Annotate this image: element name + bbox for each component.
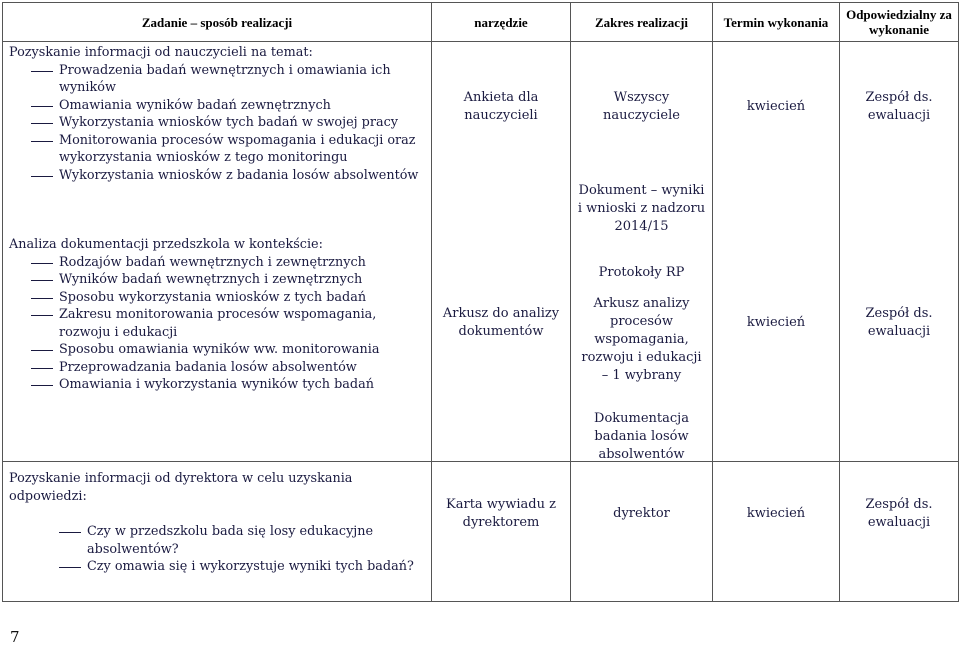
list-item: Zakresu monitorowania procesów wspomagania, rozwoju i edukacji xyxy=(9,306,425,341)
scope-cell xyxy=(571,462,713,602)
list-item: Wykorzystania wniosków z badania losów absolwentów xyxy=(9,167,425,185)
tool-text: Arkusz do analizy dokumentów xyxy=(442,306,560,339)
list-item: Czy w przedszkolu bada się losy edukacyjne absolwentów? xyxy=(9,523,425,558)
list-item: Sposobu omawiania wyników ww. monitorowania xyxy=(9,341,425,359)
task-item-list xyxy=(9,254,425,394)
list-item: Rodzajów badań wewnętrznych i zewnętrznych xyxy=(9,254,425,272)
header-scope: Zakres realizacji xyxy=(571,3,713,42)
header-responsible: Odpowiedzialny za wykonanie xyxy=(840,3,959,42)
header-tool: narzędzie xyxy=(432,3,571,42)
list-item: Prowadzenia badań wewnętrznych i omawiania ich wyników xyxy=(9,62,425,97)
list-item: Omawiania i wykorzystania wyników tych badań xyxy=(9,376,425,394)
table-row xyxy=(3,462,959,602)
scope-cell xyxy=(571,42,713,462)
list-item: Wyników badań wewnętrznych i zewnętrznych xyxy=(9,271,425,289)
page-number: 7 xyxy=(10,628,20,646)
scope-text: dyrektor xyxy=(613,506,670,521)
responsible-cell xyxy=(840,42,959,462)
task-item-list xyxy=(9,523,425,576)
list-item: Wykorzystania wniosków tych badań w swojej pracy xyxy=(9,114,425,132)
task-item-list xyxy=(9,62,425,185)
responsible-text: Zespół ds. ewaluacji xyxy=(865,306,933,339)
list-item: Monitorowania procesów wspomagania i edukacji oraz wykorzystania wniosków z tego monitoringu xyxy=(9,132,425,167)
list-item: Omawiania wyników badań zewnętrznych xyxy=(9,97,425,115)
evaluation-plan-table xyxy=(2,2,959,602)
tool-cell xyxy=(432,462,571,602)
deadline-text: kwiecień xyxy=(746,315,806,330)
deadline-cell xyxy=(713,42,840,462)
header-task: Zadanie – sposób realizacji xyxy=(3,3,432,42)
responsible-cell xyxy=(840,462,959,602)
deadline-text: kwiecień xyxy=(746,506,806,521)
task-cell xyxy=(3,462,432,602)
tool-text: Karta wywiadu z dyrektorem xyxy=(446,497,556,530)
deadline-cell xyxy=(713,462,840,602)
scope-text: Protokoły RP xyxy=(598,265,685,280)
scope-text: Arkusz analizy procesów wspomagania, rozwoju i edukacji – 1 wybrany xyxy=(581,296,702,383)
scope-text: Dokument – wyniki i wnioski z nadzoru 2014/15 xyxy=(577,183,706,234)
scope-text: Wszyscy nauczyciele xyxy=(603,90,680,123)
list-item: Sposobu wykorzystania wniosków z tych badań xyxy=(9,289,425,307)
list-item: Czy omawia się i wykorzystuje wyniki tych badań? xyxy=(9,558,425,576)
responsible-text: Zespół ds. ewaluacji xyxy=(865,497,933,530)
task-heading: Pozyskanie informacji od nauczycieli na temat: xyxy=(9,45,313,60)
header-row xyxy=(3,3,959,42)
task-heading: Pozyskanie informacji od dyrektora w celu uzyskania odpowiedzi: xyxy=(9,471,353,504)
responsible-text: Zespół ds. ewaluacji xyxy=(865,90,933,123)
deadline-text: kwiecień xyxy=(746,99,806,114)
table-row xyxy=(3,42,959,462)
task-cell xyxy=(3,42,432,462)
scope-text: Dokumentacja badania losów absolwentów xyxy=(594,411,689,462)
tool-cell xyxy=(432,42,571,462)
list-item: Przeprowadzania badania losów absolwentów xyxy=(9,359,425,377)
tool-text: Ankieta dla nauczycieli xyxy=(463,90,539,123)
task-heading: Analiza dokumentacji przedszkola w kontekście: xyxy=(9,237,323,252)
header-deadline: Termin wykonania xyxy=(713,3,840,42)
